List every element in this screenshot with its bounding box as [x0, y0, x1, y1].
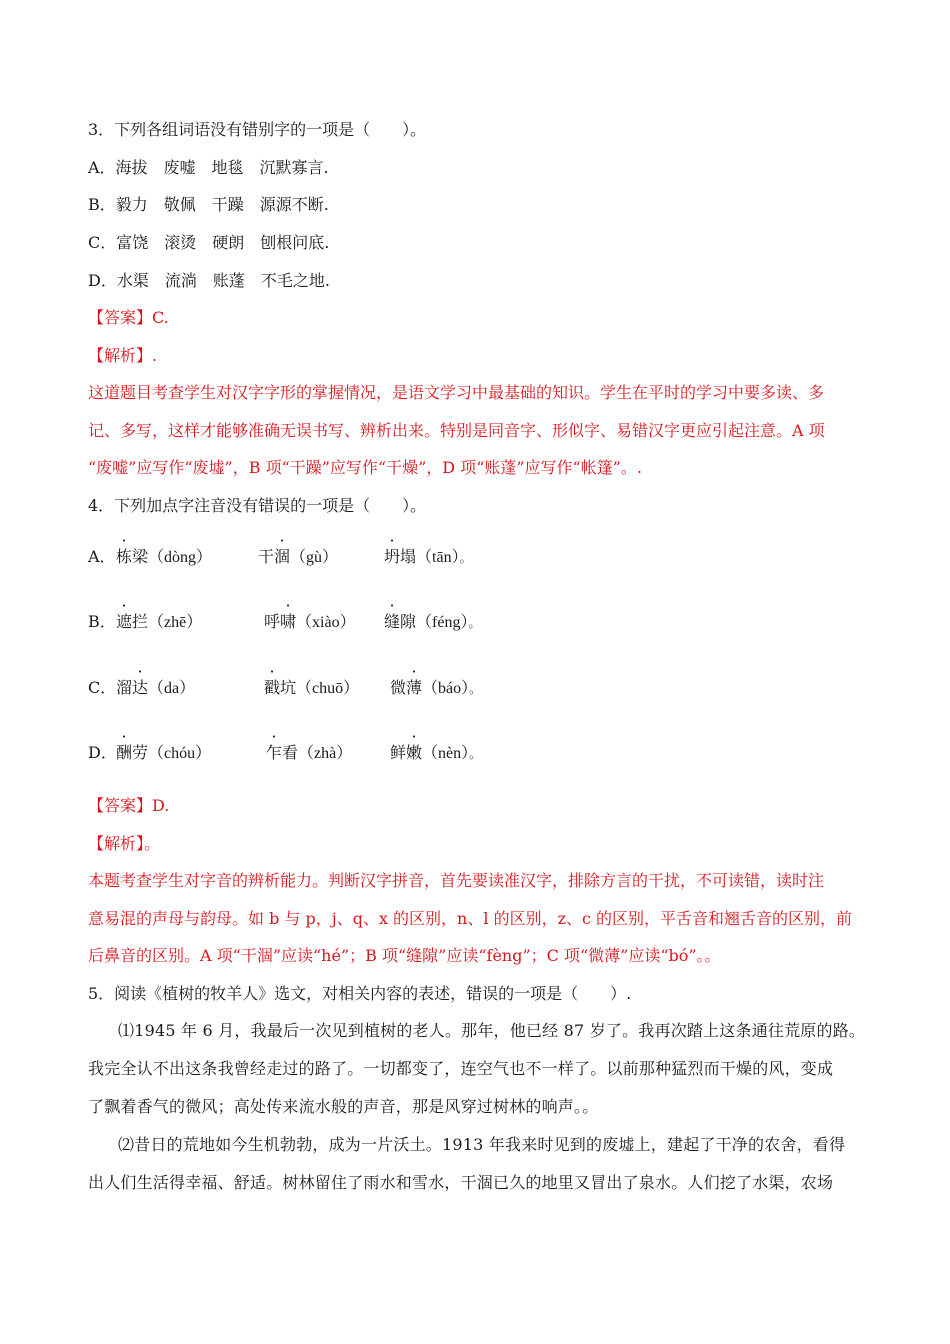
q5-passage — [88, 1020, 866, 1210]
q3-stem: 3．下列各组词语没有错别字的一项是（ ）。 — [88, 120, 427, 139]
q3-analysis-line-3: “废嘘”应写作“废墟”，B 项“干躁”应写作“干燥”，D 项“账蓬”应写作“帐篷”。. — [88, 458, 643, 477]
q3-answer — [88, 307, 169, 329]
option-word-2: 戳坑（chuō） — [264, 678, 360, 697]
passage-line-1: ⑴1945 年 6 月，我最后一次见到植树的老人。那年，他已经 87 岁了。我再次踏上这条通往荒原的路。 — [118, 1021, 866, 1040]
option-word-2: 乍看（zhà） — [266, 743, 353, 762]
passage-line-5: 出人们生活得幸福、舒适。树林留住了雨水和雪水，干涸已久的地里又冒出了泉水。人们挖了水渠，农场 — [88, 1173, 834, 1192]
option-word-2: 呼啸（xiào） — [264, 612, 356, 631]
option-word-1: 酬劳（chóu） — [116, 743, 212, 762]
option-word-3: 缝隙（féng）。 — [384, 612, 481, 631]
passage-line-2: 我完全认不出这条我曾经走过的路了。一切都变了，连空气也不一样了。以前那种猛烈而干燥的风，变成 — [88, 1059, 834, 1078]
q3-analysis-line-1: 这道题目考查学生对汉字字形的掌握情况，是语文学习中最基础的知识。学生在平时的学习中要多读、多 — [88, 383, 825, 402]
q4-option-d — [88, 742, 508, 766]
option-letter: A． — [88, 547, 116, 566]
option-word-3: 鲜嫩（nèn）。 — [390, 743, 482, 762]
q4-analysis-line-1: 本题考查学生对字音的辨析能力。判断汉字拼音，首先要读准汉字，排除方言的干扰，不可读错，读时注 — [88, 871, 825, 890]
q4-option-b — [88, 611, 508, 635]
option-letter: D． — [88, 743, 117, 762]
q3-analysis-label: 【解析】. — [88, 346, 158, 365]
answer-value: D. — [152, 796, 170, 815]
q3-option-c: C．富饶 滚烫 硬朗 刨根问底. — [88, 233, 330, 252]
answer-value: C. — [152, 308, 169, 327]
option-word-2: 干涸（gù） — [258, 547, 339, 566]
q5-stem: 5．阅读《植树的牧羊人》选文，对相关内容的表述，错误的一项是（ ）. — [88, 984, 632, 1003]
answer-label: 【答案】 — [88, 796, 153, 815]
option-word-1: 栋梁（dòng） — [116, 547, 213, 566]
option-letter: C． — [88, 678, 117, 697]
q4-analysis-line-3: 后鼻音的区别。A 项“干涸”应读“hé”；B 项“缝隙”应读“fèng”；C 项“微薄”应读“bó”。。 — [88, 946, 721, 965]
q3-option-a: A．海拔 废嘘 地毯 沉默寡言. — [88, 158, 329, 177]
q4-answer — [88, 795, 169, 817]
q4-analysis-label: 【解析】。 — [88, 834, 161, 853]
q3-option-d: D．水渠 流淌 账蓬 不毛之地. — [88, 271, 330, 290]
q4-option-a — [88, 546, 508, 570]
q3-option-b: B．毅力 敬佩 干躁 源源不断. — [88, 195, 329, 214]
q3-analysis-line-2: 记、多写，这样才能够准确无误书写、辨析出来。特别是同音字、形似字、易错汉字更应引起注意。A 项 — [88, 421, 825, 440]
q4-option-c — [88, 677, 508, 701]
q4-stem: 4．下列加点字注音没有错误的一项是（ ）。 — [88, 496, 427, 515]
passage-line-3: 了飘着香气的微风；高处传来流水般的声音，那是风穿过树林的响声。。 — [88, 1097, 599, 1116]
option-word-3: 微薄（báo）。 — [390, 678, 482, 697]
passage-line-4: ⑵昔日的荒地如今生机勃勃，成为一片沃土。1913 年我来时见到的废墟上，建起了干净的农舍，看得 — [118, 1135, 846, 1154]
option-letter: B． — [88, 612, 116, 631]
q4-analysis-line-2: 意易混的声母与韵母。如 b 与 p，j、q、x 的区别，n、l 的区别，z、c 的区别，平舌音和翘舌音的区别，前 — [88, 909, 853, 928]
option-word-3: 坍塌（tān）。 — [384, 547, 472, 566]
answer-label: 【答案】 — [88, 308, 153, 327]
option-word-1: 遮拦（zhē） — [116, 612, 203, 631]
option-word-1: 溜达（da） — [116, 678, 196, 697]
